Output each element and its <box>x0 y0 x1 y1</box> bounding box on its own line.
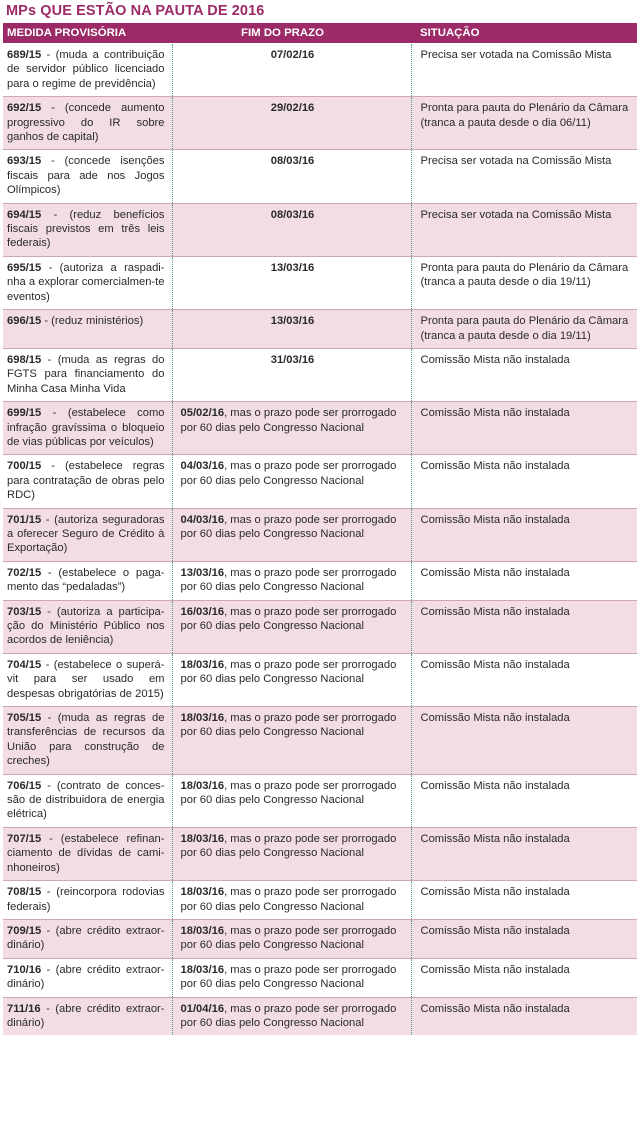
table-row <box>3 561 637 600</box>
mp-number: 696/15 <box>7 315 42 328</box>
mp-description: - (abre crédito extraor-dinário) <box>7 963 165 991</box>
prazo-cell <box>172 348 411 401</box>
prazo-date: 13/03/16 <box>180 566 225 579</box>
table-row <box>3 44 637 97</box>
mp-cell <box>3 653 172 706</box>
table-row <box>3 150 637 203</box>
mp-description: - (estabelece o paga-mento das “pedaladas”) <box>7 566 165 594</box>
prazo-note: , mas o prazo pode ser prorrogado por 60 dias pelo Congresso Nacional <box>180 886 397 913</box>
mp-cell <box>3 958 172 997</box>
mp-cell <box>3 310 172 349</box>
mp-description: - (estabelece refinan-ciamento de dívidas de cami-nhoneiros) <box>7 832 165 874</box>
mp-description: - (muda a contribuição de servidor público licenciado para o regime de previdência) <box>7 49 165 90</box>
prazo-date: 13/03/16 <box>270 315 315 328</box>
situacao-cell: Comissão Mista não instalada <box>411 707 637 775</box>
prazo-cell <box>172 919 411 958</box>
table-row <box>3 774 637 827</box>
situacao-cell: Comissão Mista não instalada <box>411 997 637 1035</box>
mp-cell <box>3 919 172 958</box>
prazo-cell <box>172 97 411 150</box>
situacao-cell: Comissão Mista não instalada <box>411 653 637 706</box>
mp-number: 707/15 <box>7 832 42 845</box>
table-row <box>3 997 637 1035</box>
mp-cell <box>3 348 172 401</box>
header-medida-provisoria: MEDIDA PROVISÓRIA <box>3 23 172 44</box>
mp-cell <box>3 508 172 561</box>
situacao-cell: Comissão Mista não instalada <box>411 600 637 653</box>
table-row <box>3 455 637 508</box>
prazo-date: 18/03/16 <box>180 779 225 792</box>
prazo-cell <box>172 203 411 256</box>
situacao-cell: Pronta para pauta do Plenário da Câmara (tranca a pauta desde o dia 06/11) <box>411 97 637 150</box>
mp-description: - (reincorpora rodovias federais) <box>7 886 165 913</box>
prazo-cell <box>172 561 411 600</box>
mp-number: 709/15 <box>7 924 42 937</box>
prazo-note: , mas o prazo pode ser prorrogado por 60 dias pelo Congresso Nacional <box>180 566 397 594</box>
prazo-cell <box>172 881 411 920</box>
situacao-cell: Comissão Mista não instalada <box>411 774 637 827</box>
mp-table <box>3 23 637 1035</box>
prazo-date: 13/03/16 <box>270 261 315 274</box>
prazo-date: 08/03/16 <box>270 155 315 168</box>
prazo-note: , mas o prazo pode ser prorrogado por 60 dias pelo Congresso Nacional <box>180 605 397 632</box>
mp-number: 693/15 <box>7 155 42 168</box>
mp-cell <box>3 256 172 309</box>
prazo-date: 01/04/16 <box>180 1002 225 1015</box>
mp-description: - (muda as regras do FGTS para financiamento do Minha Casa Minha Vida <box>7 353 165 395</box>
mp-description: - (concede isenções fiscais para ade nos Jogos Olímpicos) <box>7 155 165 197</box>
prazo-date: 31/03/16 <box>270 353 315 366</box>
prazo-note: , mas o prazo pode ser prorrogado por 60 dias pelo Congresso Nacional <box>180 460 397 487</box>
prazo-cell <box>172 958 411 997</box>
mp-cell <box>3 881 172 920</box>
situacao-cell: Comissão Mista não instalada <box>411 455 637 508</box>
table-row <box>3 919 637 958</box>
mp-cell <box>3 600 172 653</box>
situacao-cell: Comissão Mista não instalada <box>411 881 637 920</box>
mp-number: 694/15 <box>7 208 42 221</box>
prazo-note: , mas o prazo pode ser prorrogado por 60 dias pelo Congresso Nacional <box>180 513 397 540</box>
prazo-date: 04/03/16 <box>180 460 225 473</box>
table-row <box>3 402 637 455</box>
prazo-note: , mas o prazo pode ser prorrogado por 60 dias pelo Congresso Nacional <box>180 1002 397 1029</box>
situacao-cell: Comissão Mista não instalada <box>411 402 637 455</box>
situacao-cell: Comissão Mista não instalada <box>411 508 637 561</box>
mp-cell <box>3 774 172 827</box>
table-body <box>3 44 637 1036</box>
prazo-cell <box>172 600 411 653</box>
prazo-note: , mas o prazo pode ser prorrogado por 60 dias pelo Congresso Nacional <box>180 658 397 686</box>
situacao-cell: Pronta para pauta do Plenário da Câmara (tranca a pauta desde o dia 19/11) <box>411 310 637 349</box>
situacao-cell: Pronta para pauta do Plenário da Câmara (tranca a pauta desde o dia 19/11) <box>411 256 637 309</box>
prazo-cell <box>172 310 411 349</box>
mp-number: 708/15 <box>7 886 42 899</box>
prazo-note: , mas o prazo pode ser prorrogado por 60 dias pelo Congresso Nacional <box>180 407 397 434</box>
mp-number: 692/15 <box>7 102 42 115</box>
prazo-note: , mas o prazo pode ser prorrogado por 60 dias pelo Congresso Nacional <box>180 779 397 807</box>
prazo-date: 08/03/16 <box>270 208 315 221</box>
mp-number: 706/15 <box>7 779 42 792</box>
mp-description: - (contrato de conces-são de distribuidora de energia elétrica) <box>7 779 165 821</box>
prazo-cell <box>172 997 411 1035</box>
mp-description: - (reduz ministérios) <box>41 315 144 328</box>
prazo-cell <box>172 455 411 508</box>
mp-number: 700/15 <box>7 460 42 473</box>
mp-description: - (estabelece regras para contratação de obras pelo RDC) <box>7 460 165 502</box>
mp-number: 701/15 <box>7 513 42 526</box>
table-row <box>3 707 637 775</box>
header-situacao: SITUAÇÃO <box>411 23 637 44</box>
mp-cell <box>3 203 172 256</box>
table-row <box>3 881 637 920</box>
table-row <box>3 203 637 256</box>
table-row <box>3 958 637 997</box>
table-row <box>3 600 637 653</box>
mp-number: 695/15 <box>7 261 42 274</box>
prazo-cell <box>172 508 411 561</box>
table-row <box>3 508 637 561</box>
mp-description: - (autoriza a participa-ção do Ministério Público nos acordos de leniência) <box>7 605 165 647</box>
mp-description: - (abre crédito extraor-dinário) <box>7 1002 165 1029</box>
mp-cell <box>3 150 172 203</box>
mp-number: 689/15 <box>7 49 42 61</box>
prazo-note: , mas o prazo pode ser prorrogado por 60 dias pelo Congresso Nacional <box>180 924 397 952</box>
prazo-date: 18/03/16 <box>180 832 225 845</box>
table-row <box>3 348 637 401</box>
header-fim-do-prazo: FIM DO PRAZO <box>172 23 411 44</box>
table-row <box>3 653 637 706</box>
prazo-cell <box>172 150 411 203</box>
situacao-cell: Comissão Mista não instalada <box>411 958 637 997</box>
mp-number: 704/15 <box>7 658 42 671</box>
mp-cell <box>3 97 172 150</box>
mp-number: 698/15 <box>7 353 42 366</box>
table-row <box>3 827 637 880</box>
prazo-date: 29/02/16 <box>270 102 315 115</box>
prazo-cell <box>172 402 411 455</box>
prazo-date: 16/03/16 <box>180 605 225 618</box>
prazo-note: , mas o prazo pode ser prorrogado por 60 dias pelo Congresso Nacional <box>180 712 397 739</box>
prazo-date: 18/03/16 <box>180 963 225 976</box>
prazo-cell <box>172 774 411 827</box>
mp-cell <box>3 997 172 1035</box>
prazo-date: 05/02/16 <box>180 407 225 420</box>
mp-description: - (reduz benefícios fiscais previstos em três leis federais) <box>7 208 165 250</box>
mp-description: - (abre crédito extraor-dinário) <box>7 924 165 952</box>
mp-number: 702/15 <box>7 566 42 579</box>
situacao-cell: Precisa ser votada na Comissão Mista <box>411 150 637 203</box>
situacao-cell: Comissão Mista não instalada <box>411 561 637 600</box>
mp-number: 699/15 <box>7 407 42 420</box>
prazo-date: 18/03/16 <box>180 658 225 671</box>
page-title: MPs QUE ESTÃO NA PAUTA DE 2016 <box>6 3 265 19</box>
prazo-cell <box>172 256 411 309</box>
mp-description: - (autoriza a raspadi-nha a explorar comercialmen-te eventos) <box>7 261 165 303</box>
mp-cell <box>3 707 172 775</box>
prazo-date: 18/03/16 <box>180 924 225 937</box>
mp-description: - (autoriza seguradoras a oferecer Seguro de Crédito à Exportação) <box>7 513 165 555</box>
prazo-cell <box>172 707 411 775</box>
mp-description: - (concede aumento progressivo do IR sobre ganhos de capital) <box>7 102 165 144</box>
prazo-date: 18/03/16 <box>180 886 225 899</box>
mp-cell <box>3 827 172 880</box>
mp-cell <box>3 44 172 97</box>
situacao-cell: Comissão Mista não instalada <box>411 919 637 958</box>
prazo-cell <box>172 44 411 97</box>
table-row <box>3 256 637 309</box>
table-row <box>3 97 637 150</box>
mp-cell <box>3 561 172 600</box>
prazo-date: 04/03/16 <box>180 513 225 526</box>
situacao-cell: Comissão Mista não instalada <box>411 827 637 880</box>
situacao-cell: Precisa ser votada na Comissão Mista <box>420 49 612 61</box>
table-row <box>3 310 637 349</box>
mp-number: 711/16 <box>7 1002 41 1015</box>
mp-description: - (muda as regras de transferências de recursos da União para construção de creches) <box>7 712 165 768</box>
table-header <box>3 23 637 44</box>
mp-cell <box>3 455 172 508</box>
mp-description: - (estabelece o superá-vit para ser usado em despesas obrigatórias de 2015) <box>7 658 165 700</box>
prazo-note: , mas o prazo pode ser prorrogado por 60 dias pelo Congresso Nacional <box>180 963 397 991</box>
prazo-cell <box>172 827 411 880</box>
prazo-note: , mas o prazo pode ser prorrogado por 60 dias pelo Congresso Nacional <box>180 832 397 860</box>
mp-number: 703/15 <box>7 605 42 618</box>
prazo-cell <box>172 653 411 706</box>
prazo-date: 07/02/16 <box>270 49 315 61</box>
mp-cell <box>3 402 172 455</box>
situacao-cell: Precisa ser votada na Comissão Mista <box>411 203 637 256</box>
mp-number: 710/16 <box>7 963 42 976</box>
prazo-date: 18/03/16 <box>180 712 225 725</box>
mp-number: 705/15 <box>7 712 42 725</box>
situacao-cell: Comissão Mista não instalada <box>411 348 637 401</box>
mp-description: - (estabelece como infração gravíssima o bloqueio de vias públicas por veículos) <box>7 407 165 448</box>
